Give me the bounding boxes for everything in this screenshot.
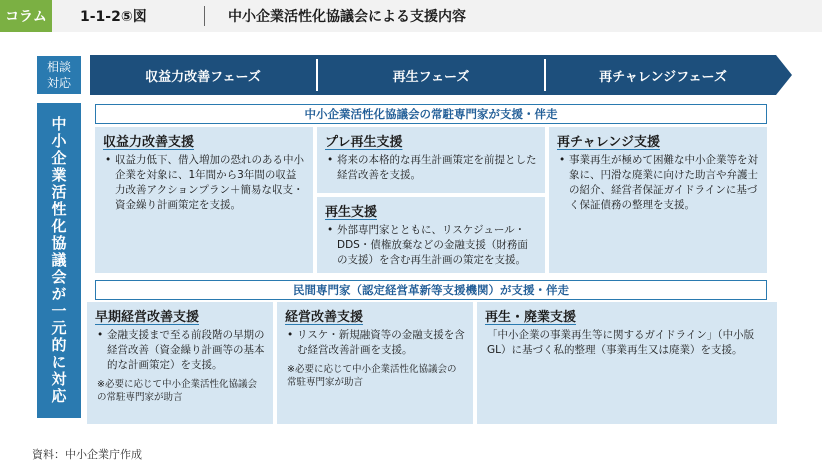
card-management-improvement xyxy=(277,302,473,424)
phase-rebirth: 再生フェーズ xyxy=(392,69,470,85)
card-profit-improvement xyxy=(95,127,313,273)
source-note: 資料：中小企業庁作成 xyxy=(32,448,142,461)
bullet-mark: • xyxy=(287,329,294,341)
card-bullet xyxy=(103,153,305,213)
card-text: 金融支援まで至る前段階の早期の経営改善（資金繰り計画等の基本的な計画策定）を支援。 xyxy=(107,329,265,371)
phase-profit-improvement: 収益力改善フェーズ xyxy=(145,69,261,85)
card-rebirth xyxy=(317,197,545,273)
column-tag: コラム xyxy=(0,0,52,32)
card-bullet xyxy=(557,153,759,213)
card-rechallenge xyxy=(549,127,767,273)
figure-number: 1-1-2⑤図 xyxy=(80,9,147,25)
unified-response-label xyxy=(37,103,81,418)
card-bullet xyxy=(325,223,537,268)
card-title: プレ再生支援 xyxy=(325,135,403,150)
bullet-mark: • xyxy=(559,154,566,166)
bullet-mark: • xyxy=(327,154,334,166)
card-title: 経営改善支援 xyxy=(285,310,364,325)
phase-rechallenge: 再チャレンジフェーズ xyxy=(599,69,727,85)
bullet-mark: • xyxy=(327,224,334,236)
card-bullet xyxy=(285,328,465,358)
card-bullet xyxy=(95,328,265,373)
card-rebirth-closure xyxy=(477,302,777,424)
card-title: 再チャレンジ支援 xyxy=(557,135,660,150)
card-note: ※必要に応じて中小企業活性化協議会の常駐専門家が助言 xyxy=(97,379,257,403)
private-experts-bar: 民間専門家（認定経営革新等支援機関）が支援・伴走 xyxy=(95,280,767,300)
council-support-bar: 中小企業活性化協議会の常駐専門家が支援・伴走 xyxy=(95,104,767,124)
bullet-mark: • xyxy=(105,154,112,166)
card-title: 収益力改善支援 xyxy=(103,135,195,150)
card-title: 再生支援 xyxy=(325,205,378,220)
card-title: 早期経営改善支援 xyxy=(95,310,200,325)
card-text: 「中小企業の事業再生等に関するガイドライン」（中小版GL）に基づく私的整理（事業再生又は廃業）を支援。 xyxy=(487,329,755,356)
card-early-improvement xyxy=(87,302,273,424)
figure-title: 中小企業活性化協議会による支援内容 xyxy=(228,9,466,25)
card-text: 収益力低下、借入増加の恐れのある中小企業を対象に、1年間から3年間の収益力改善アクションプラン＋簡易な収支・資金繰り計画策定を支援。 xyxy=(115,154,304,211)
card-title: 再生・廃業支援 xyxy=(485,310,577,325)
consultation-label-line2: 対応 xyxy=(46,76,71,90)
consultation-label xyxy=(37,56,81,94)
consultation-label-line1: 相談 xyxy=(46,60,71,74)
card-text: 外部専門家とともに、リスケジュール・DDS・債権放棄などの金融支援（財務面の支援）を含む再生計画の策定を支援。 xyxy=(337,224,528,266)
card-text: リスケ・新規融資等の金融支援を含む経営改善計画を支援。 xyxy=(297,329,465,356)
header-divider xyxy=(204,6,205,26)
card-pre-rebirth xyxy=(317,127,545,193)
bullet-mark: • xyxy=(97,329,104,341)
card-bullet xyxy=(325,153,537,183)
card-text: 将来の本格的な再生計画策定を前提とした経営改善を支援。 xyxy=(337,154,537,181)
unified-response-text: 中小企業活性化協議会が一元的に対応 xyxy=(49,116,68,405)
card-text: 事業再生が極めて困難な中小企業等を対象に、円滑な廃業に向けた助言や弁護士の紹介、経営者保証ガイドラインに基づく保証債務の整理を支援。 xyxy=(569,154,758,211)
card-note: ※必要に応じて中小企業活性化協議会の常駐専門家が助言 xyxy=(287,364,457,388)
